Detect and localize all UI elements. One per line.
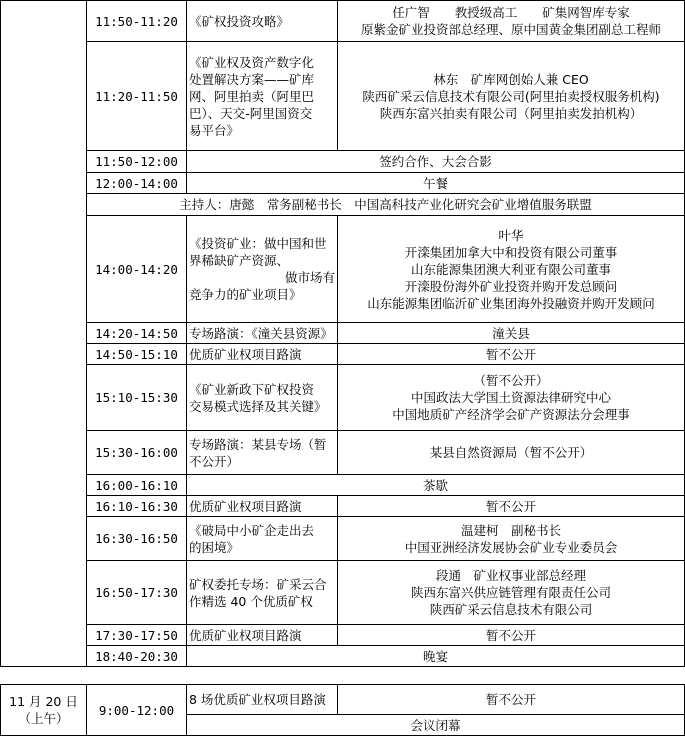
event-cell: 签约合作、大会合影 [187,151,685,173]
event-cell: 茶歇 [187,475,685,496]
speaker-cell: 林东 矿库网创始人兼 CEO 陕西矿采云信息技术有限公司(阿里拍卖授权服务机构) 陕西东富兴拍卖有限公司（阿里拍卖发拍机构） [338,42,685,151]
agenda-table-day2 [0,684,685,736]
topic-cell: 《投资矿业：做中国和世 界稀缺矿产资源、 做市场有 竞争力的矿业项目》 [187,216,338,323]
table-row [1,42,685,151]
speaker-cell: 任广智 教授级高工 矿集网智库专家 原紫金矿业投资部总经理、原中国黄金集团副总工程师 [338,1,685,42]
table-row [1,431,685,475]
speaker-cell: （暂不公开） 中国政法大学国土资源法律研究中心 中国地质矿产经济学会矿产资源法分会理事 [338,365,685,431]
time-cell: 11:50-11:20 [87,1,187,42]
table-row [1,561,685,625]
speaker-cell: 某县自然资源局（暂不公开） [338,431,685,475]
time-cell: 17:30-17:50 [87,625,187,646]
day-cell-blank [1,1,87,667]
time-cell: 15:10-15:30 [87,365,187,431]
time-cell: 9:00-12:00 [87,685,187,736]
event-cell: 晚宴 [187,646,685,667]
speaker-cell: 暂不公开 [338,344,685,365]
time-cell: 12:00-14:00 [87,173,187,194]
time-cell: 16:10-16:30 [87,496,187,517]
topic-cell: 专场路演：《潼关县资源》 [187,323,338,344]
day-cell: 11 月 20 日 （上午） [1,685,87,736]
table-row [1,173,685,194]
topic-cell: 《矿业权及资产数字化 处置解决方案——矿库 网、阿里拍卖（阿里巴 巴）、天交-阿里国资交 易平台》 [187,42,338,151]
time-cell: 11:20-11:50 [87,42,187,151]
table-row [1,496,685,517]
table-row [1,344,685,365]
speaker-cell: 温建柯 副秘书长 中国亚洲经济发展协会矿业专业委员会 [338,517,685,561]
speaker-cell: 潼关县 [338,323,685,344]
time-cell: 15:30-16:00 [87,431,187,475]
topic-cell: 矿权委托专场：矿采云合 作精选 40 个优质矿权 [187,561,338,625]
table-row [1,151,685,173]
event-cell: 会议闭幕 [187,715,685,736]
table-row [1,475,685,496]
table-row [1,216,685,323]
event-cell: 午餐 [187,173,685,194]
table-row [1,685,685,715]
topic-cell: 优质矿业权项目路演 [187,344,338,365]
speaker-cell: 暂不公开 [338,625,685,646]
table-row [1,517,685,561]
time-cell: 14:20-14:50 [87,323,187,344]
table-row [1,646,685,667]
time-cell: 14:00-14:20 [87,216,187,323]
topic-cell: 《矿业新政下矿权投资 交易模式选择及其关键》 [187,365,338,431]
time-cell: 16:30-16:50 [87,517,187,561]
topic-cell: 专场路演：某县专场（暂 不公开） [187,431,338,475]
topic-cell: 《矿权投资攻略》 [187,1,338,42]
host-cell: 主持人：唐懿 常务副秘书长 中国高科技产业化研究会矿业增值服务联盟 [87,194,685,216]
speaker-cell: 段通 矿业权事业部总经理 陕西东富兴供应链管理有限责任公司 陕西矿采云信息技术有限公司 [338,561,685,625]
topic-cell: 优质矿业权项目路演 [187,496,338,517]
table-row [1,625,685,646]
speaker-cell: 暂不公开 [338,685,685,715]
time-cell: 16:00-16:10 [87,475,187,496]
table-row [1,323,685,344]
table-row [1,194,685,216]
topic-cell: 8 场优质矿业权项目路演 [187,685,338,715]
time-cell: 18:40-20:30 [87,646,187,667]
time-cell: 14:50-15:10 [87,344,187,365]
speaker-cell: 暂不公开 [338,496,685,517]
speaker-cell: 叶华 开滦集团加拿大中和投资有限公司董事 山东能源集团澳大利亚有限公司董事 开滦股份海外矿业投资并购开发总顾问 山东能源集团临沂矿业集团海外投融资并购开发顾问 [338,216,685,323]
table-row [1,1,685,42]
time-cell: 16:50-17:30 [87,561,187,625]
topic-cell: 《破局中小矿企走出去 的困境》 [187,517,338,561]
table-row [1,365,685,431]
topic-cell: 优质矿业权项目路演 [187,625,338,646]
time-cell: 11:50-12:00 [87,151,187,173]
